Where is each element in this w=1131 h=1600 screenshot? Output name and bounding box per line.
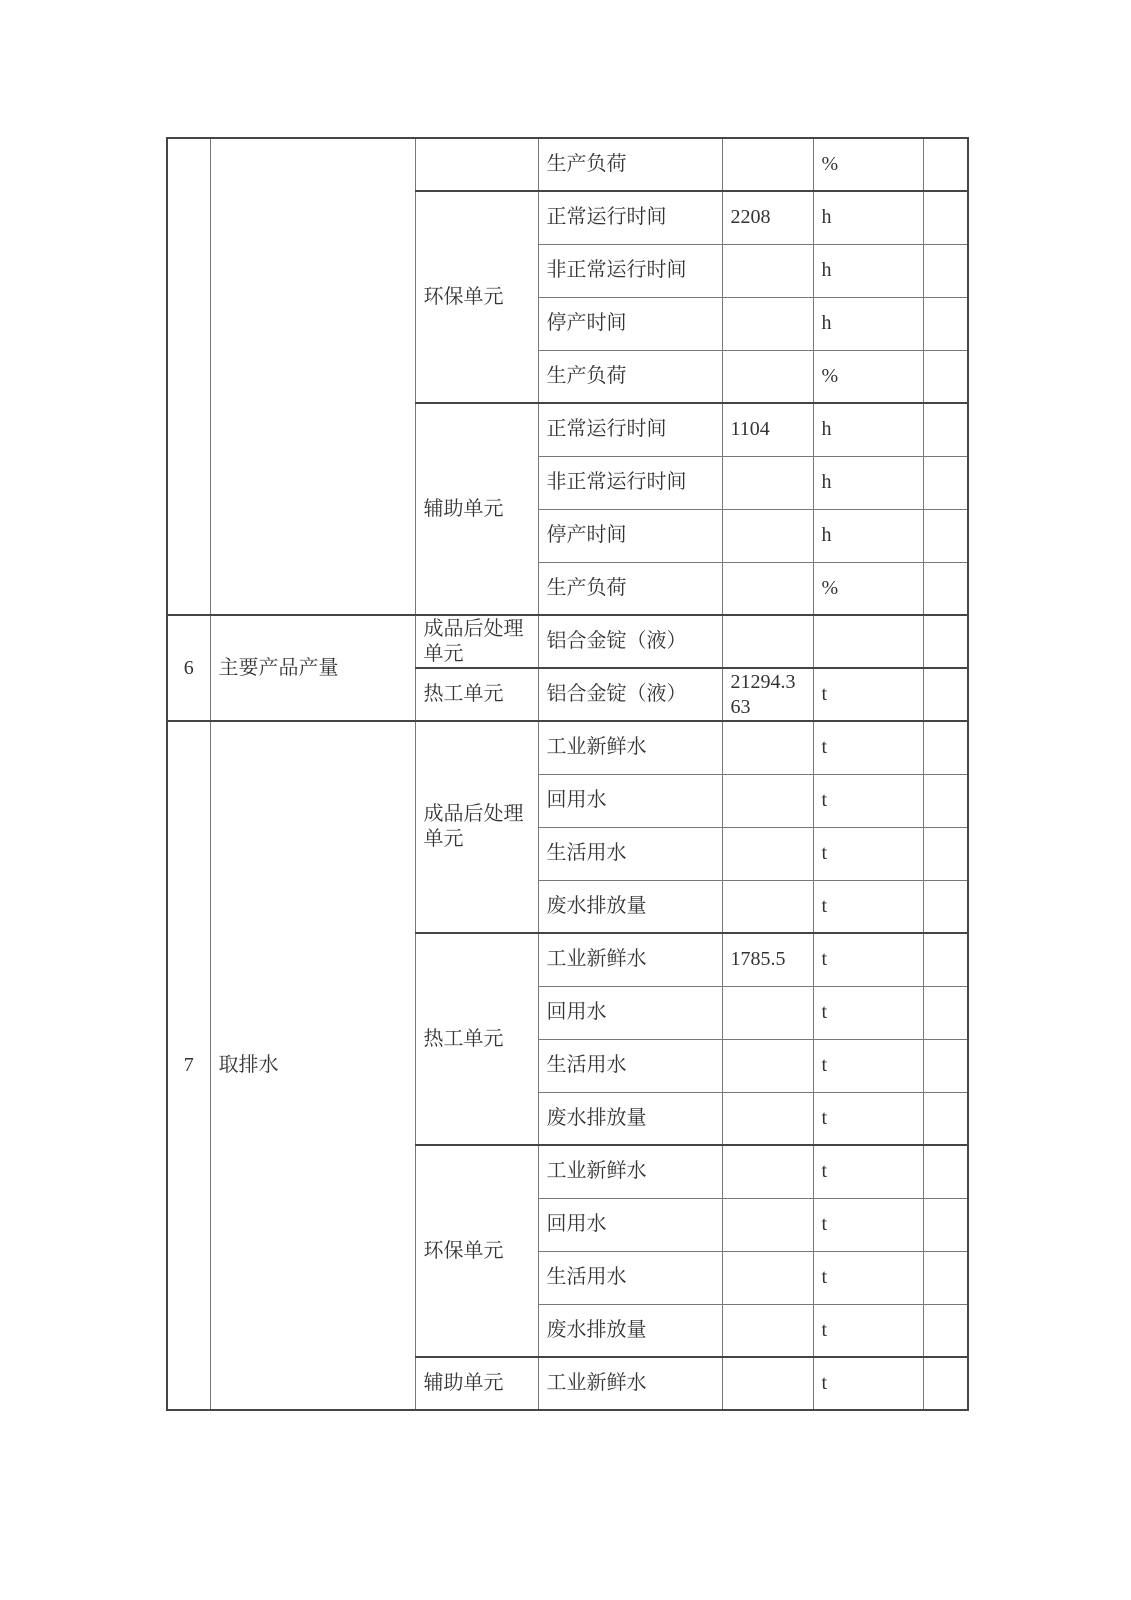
unit-of-measure-cell: t [813,774,923,827]
category-cell: 取排水 [210,721,415,1410]
item-cell: 停产时间 [538,509,722,562]
row-number-cell [167,138,210,615]
unit-of-measure-cell: h [813,191,923,244]
row-number-cell: 6 [167,615,210,721]
empty-cell [923,774,968,827]
item-cell: 废水排放量 [538,1304,722,1357]
item-cell: 回用水 [538,986,722,1039]
empty-cell [923,509,968,562]
item-cell: 非正常运行时间 [538,456,722,509]
table-row [167,615,968,668]
unit-of-measure-cell: t [813,1145,923,1198]
empty-cell [923,350,968,403]
statistics-table [166,137,969,1411]
empty-cell [923,880,968,933]
unit-of-measure-cell: t [813,827,923,880]
statistics-table-container [166,137,967,1411]
unit-of-measure-cell: % [813,138,923,191]
value-cell [722,138,813,191]
unit-of-measure-cell: t [813,1357,923,1410]
unit-cell: 辅助单元 [415,1357,538,1410]
unit-of-measure-cell: h [813,297,923,350]
unit-of-measure-cell [813,615,923,668]
unit-cell: 成品后处理单元 [415,615,538,668]
value-cell [722,350,813,403]
value-cell [722,1039,813,1092]
table-row [167,721,968,774]
category-cell: 主要产品产量 [210,615,415,721]
empty-cell [923,933,968,986]
unit-of-measure-cell: % [813,562,923,615]
table-row [167,138,968,191]
item-cell: 非正常运行时间 [538,244,722,297]
unit-of-measure-cell: t [813,986,923,1039]
item-cell: 铝合金锭（液） [538,668,722,721]
value-cell [722,986,813,1039]
value-cell: 2208 [722,191,813,244]
unit-of-measure-cell: h [813,509,923,562]
empty-cell [923,1198,968,1251]
empty-cell [923,456,968,509]
empty-cell [923,1251,968,1304]
item-cell: 生产负荷 [538,350,722,403]
item-cell: 生活用水 [538,1251,722,1304]
item-cell: 工业新鲜水 [538,933,722,986]
empty-cell [923,1039,968,1092]
unit-cell: 成品后处理单元 [415,721,538,933]
item-cell: 生活用水 [538,1039,722,1092]
empty-cell [923,615,968,668]
unit-of-measure-cell: h [813,456,923,509]
unit-cell [415,138,538,191]
empty-cell [923,403,968,456]
empty-cell [923,1304,968,1357]
empty-cell [923,1145,968,1198]
value-cell [722,1145,813,1198]
unit-of-measure-cell: t [813,1039,923,1092]
unit-cell: 热工单元 [415,668,538,721]
item-cell: 生活用水 [538,827,722,880]
unit-of-measure-cell: t [813,1092,923,1145]
unit-of-measure-cell: % [813,350,923,403]
value-cell [722,509,813,562]
empty-cell [923,138,968,191]
unit-of-measure-cell: t [813,1198,923,1251]
unit-of-measure-cell: t [813,1251,923,1304]
item-cell: 停产时间 [538,297,722,350]
item-cell: 正常运行时间 [538,191,722,244]
empty-cell [923,827,968,880]
item-cell: 铝合金锭（液） [538,615,722,668]
item-cell: 回用水 [538,1198,722,1251]
value-cell: 21294.363 [722,668,813,721]
unit-cell: 辅助单元 [415,403,538,615]
unit-of-measure-cell: h [813,244,923,297]
item-cell: 工业新鲜水 [538,1357,722,1410]
empty-cell [923,986,968,1039]
empty-cell [923,297,968,350]
value-cell [722,1304,813,1357]
value-cell [722,1092,813,1145]
empty-cell [923,1092,968,1145]
item-cell: 生产负荷 [538,138,722,191]
item-cell: 废水排放量 [538,1092,722,1145]
unit-of-measure-cell: h [813,403,923,456]
item-cell: 生产负荷 [538,562,722,615]
value-cell [722,774,813,827]
value-cell [722,244,813,297]
value-cell: 1104 [722,403,813,456]
item-cell: 正常运行时间 [538,403,722,456]
unit-cell: 热工单元 [415,933,538,1145]
empty-cell [923,191,968,244]
empty-cell [923,244,968,297]
item-cell: 工业新鲜水 [538,1145,722,1198]
value-cell [722,297,813,350]
value-cell [722,880,813,933]
value-cell [722,1357,813,1410]
value-cell [722,456,813,509]
unit-of-measure-cell: t [813,668,923,721]
value-cell: 1785.5 [722,933,813,986]
value-cell [722,1198,813,1251]
item-cell: 回用水 [538,774,722,827]
unit-cell: 环保单元 [415,191,538,403]
value-cell [722,1251,813,1304]
empty-cell [923,562,968,615]
unit-of-measure-cell: t [813,721,923,774]
value-cell [722,721,813,774]
category-cell [210,138,415,615]
empty-cell [923,668,968,721]
value-cell [722,615,813,668]
row-number-cell: 7 [167,721,210,1410]
value-cell [722,562,813,615]
unit-of-measure-cell: t [813,880,923,933]
item-cell: 废水排放量 [538,880,722,933]
unit-cell: 环保单元 [415,1145,538,1357]
unit-of-measure-cell: t [813,933,923,986]
value-cell [722,827,813,880]
item-cell: 工业新鲜水 [538,721,722,774]
empty-cell [923,721,968,774]
unit-of-measure-cell: t [813,1304,923,1357]
empty-cell [923,1357,968,1410]
